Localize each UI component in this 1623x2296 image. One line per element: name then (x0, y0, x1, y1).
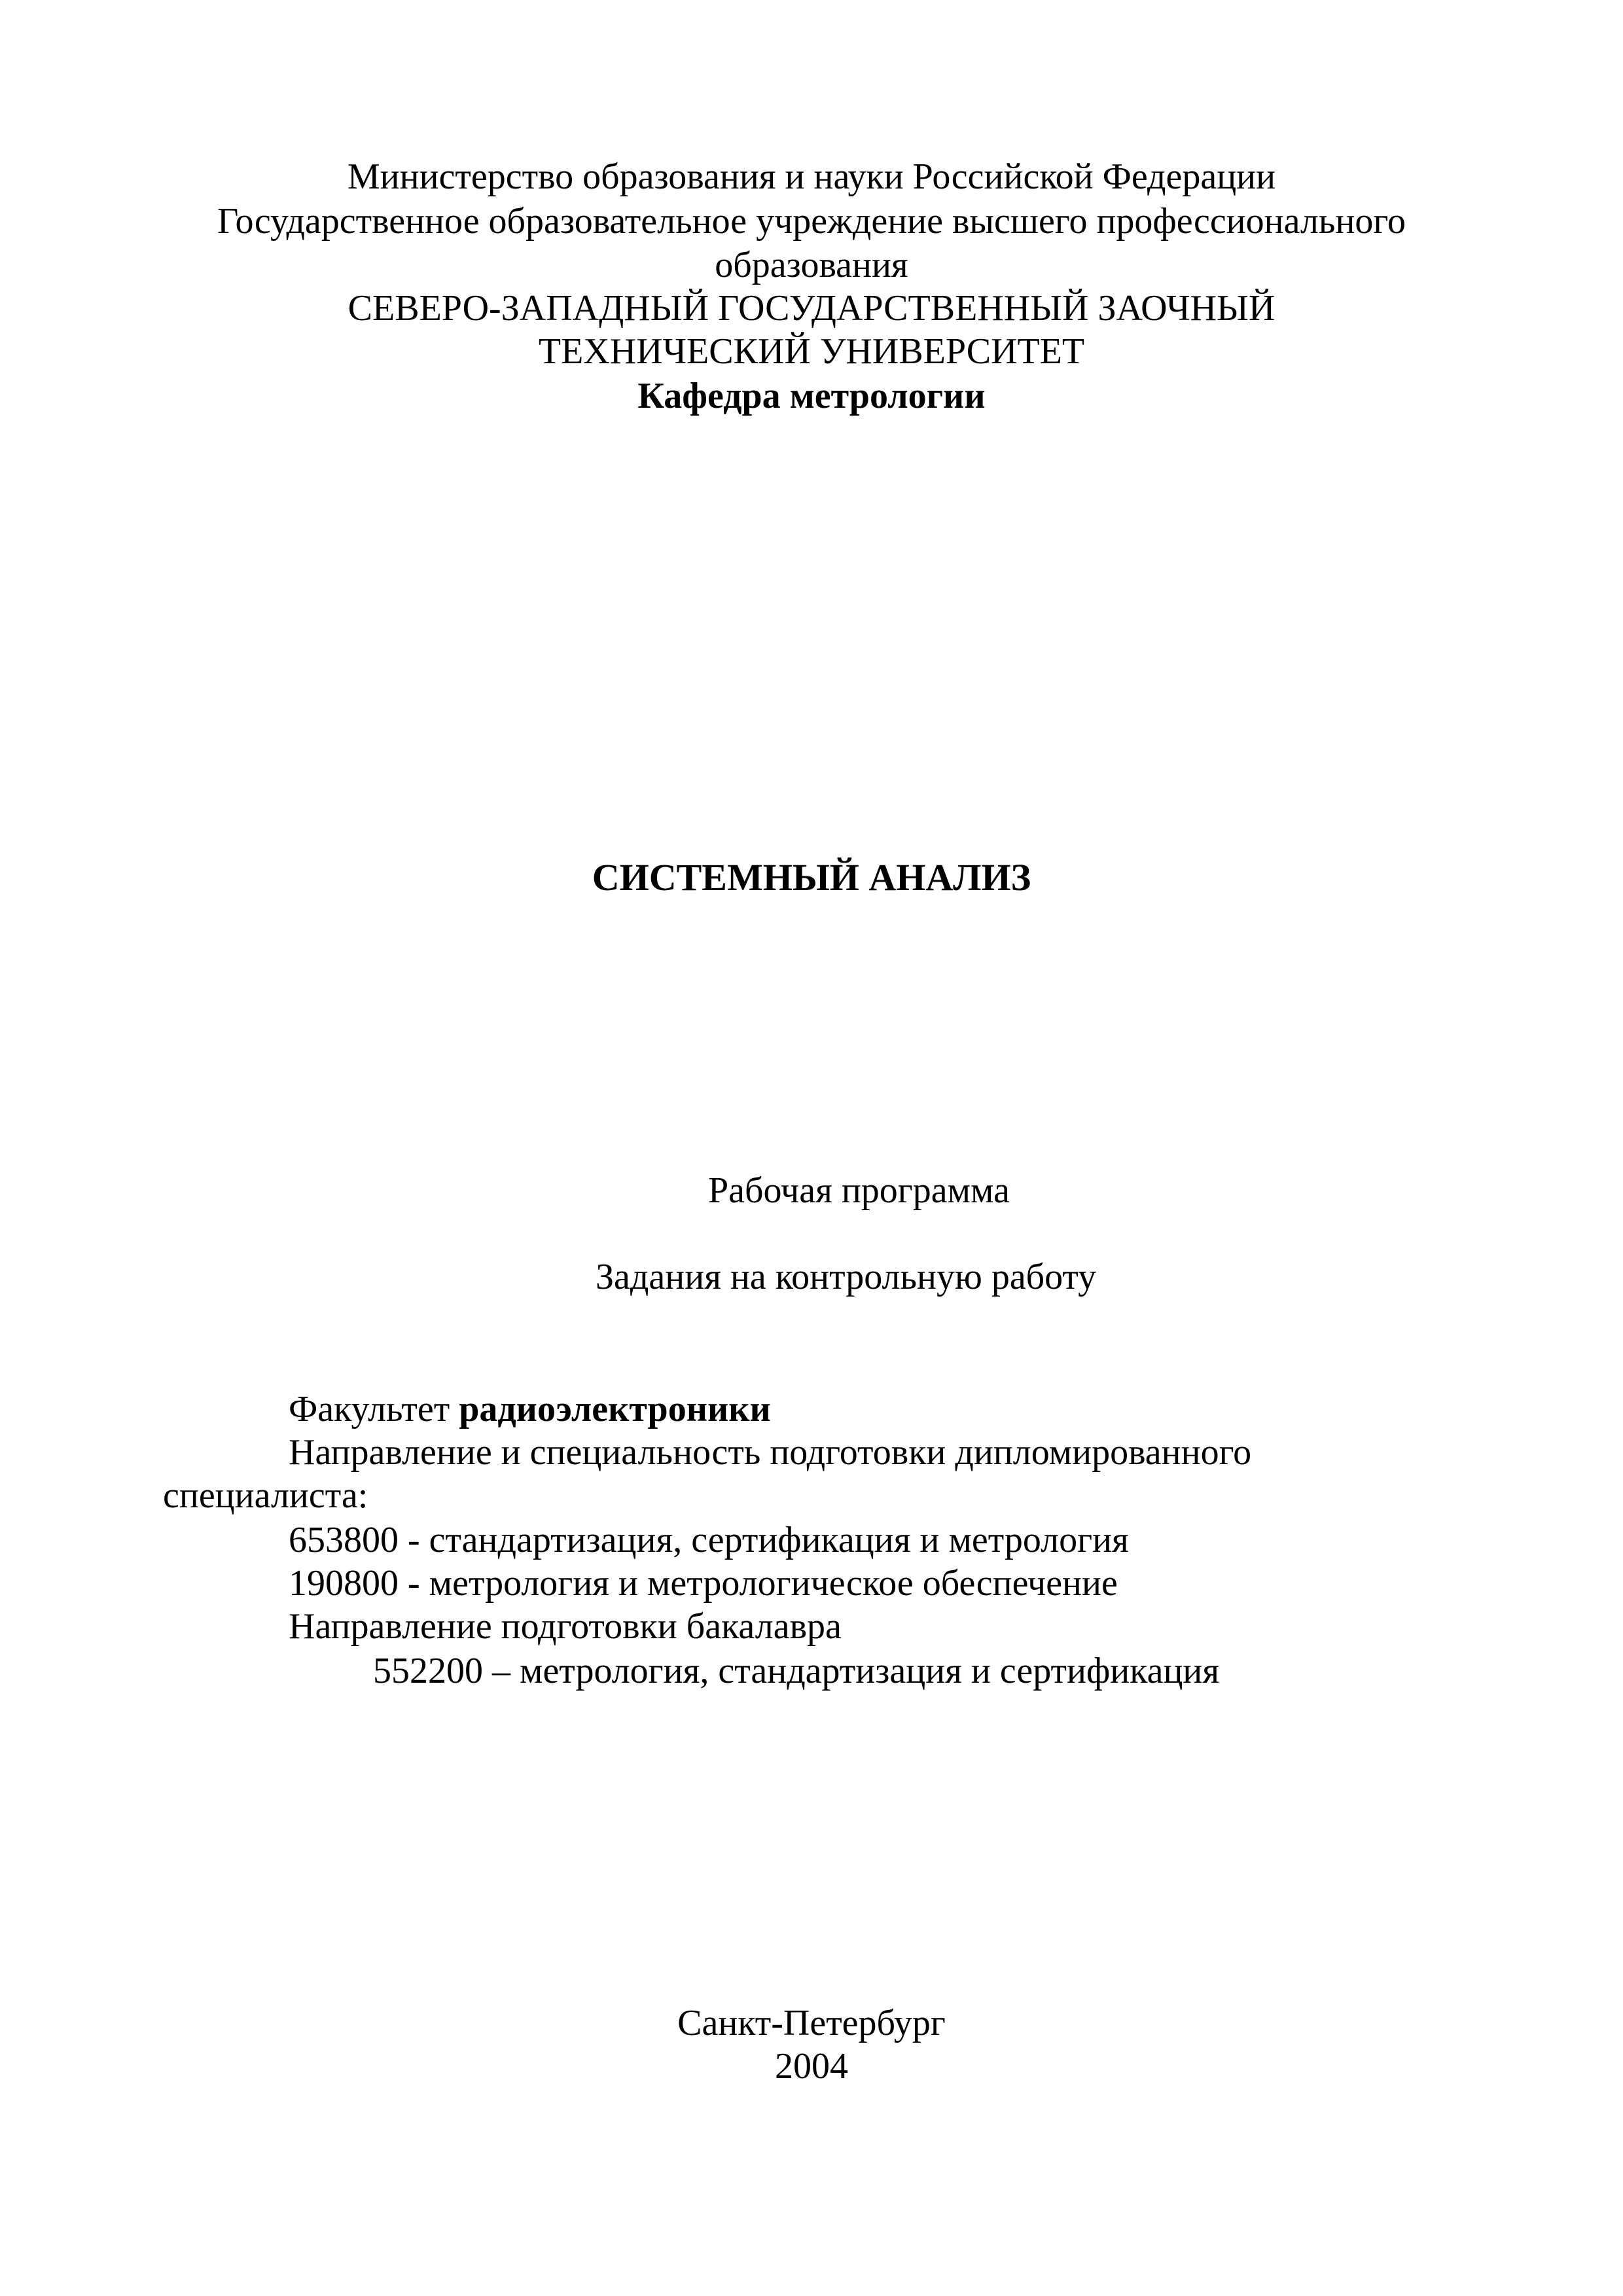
doc-type-program: Рабочая программа (708, 1170, 1010, 1211)
institution-line-2: образования (715, 245, 908, 285)
ministry-line: Министерство образования и науки Российской Федерации (347, 156, 1276, 197)
university-line-2: ТЕХНИЧЕСКИЙ УНИВЕРСИТЕТ (538, 331, 1085, 372)
specialty-heading-line-2: специалиста: (163, 1475, 368, 1516)
specialty-heading-line-1: Направление и специальность подготовки дипломированного (289, 1432, 1252, 1473)
department-name: Кафедра метрологии (637, 376, 986, 416)
faculty-name: радиоэлектроники (459, 1389, 771, 1429)
specialty-item: 190800 - метрология и метрологическое обеспечение (289, 1563, 1118, 1604)
specialty-item: 653800 - стандартизация, сертификация и метрология (289, 1520, 1129, 1560)
city: Санкт-Петербург (677, 2003, 946, 2043)
doc-type-assignments: Задания на контрольную работу (596, 1257, 1097, 1297)
institution-line-1: Государственное образовательное учреждение высшего профессионального (217, 201, 1406, 242)
page-title: СИСТЕМНЫЙ АНАЛИЗ (592, 856, 1031, 899)
university-line-1: СЕВЕРО-ЗАПАДНЫЙ ГОСУДАРСТВЕННЫЙ ЗАОЧНЫЙ (348, 288, 1275, 329)
bachelor-heading: Направление подготовки бакалавра (289, 1606, 842, 1647)
faculty-label: Факультет (289, 1389, 450, 1429)
bachelor-item: 552200 – метрология, стандартизация и сертификация (373, 1651, 1220, 1691)
year: 2004 (775, 2046, 848, 2087)
faculty-line (289, 1388, 771, 1431)
